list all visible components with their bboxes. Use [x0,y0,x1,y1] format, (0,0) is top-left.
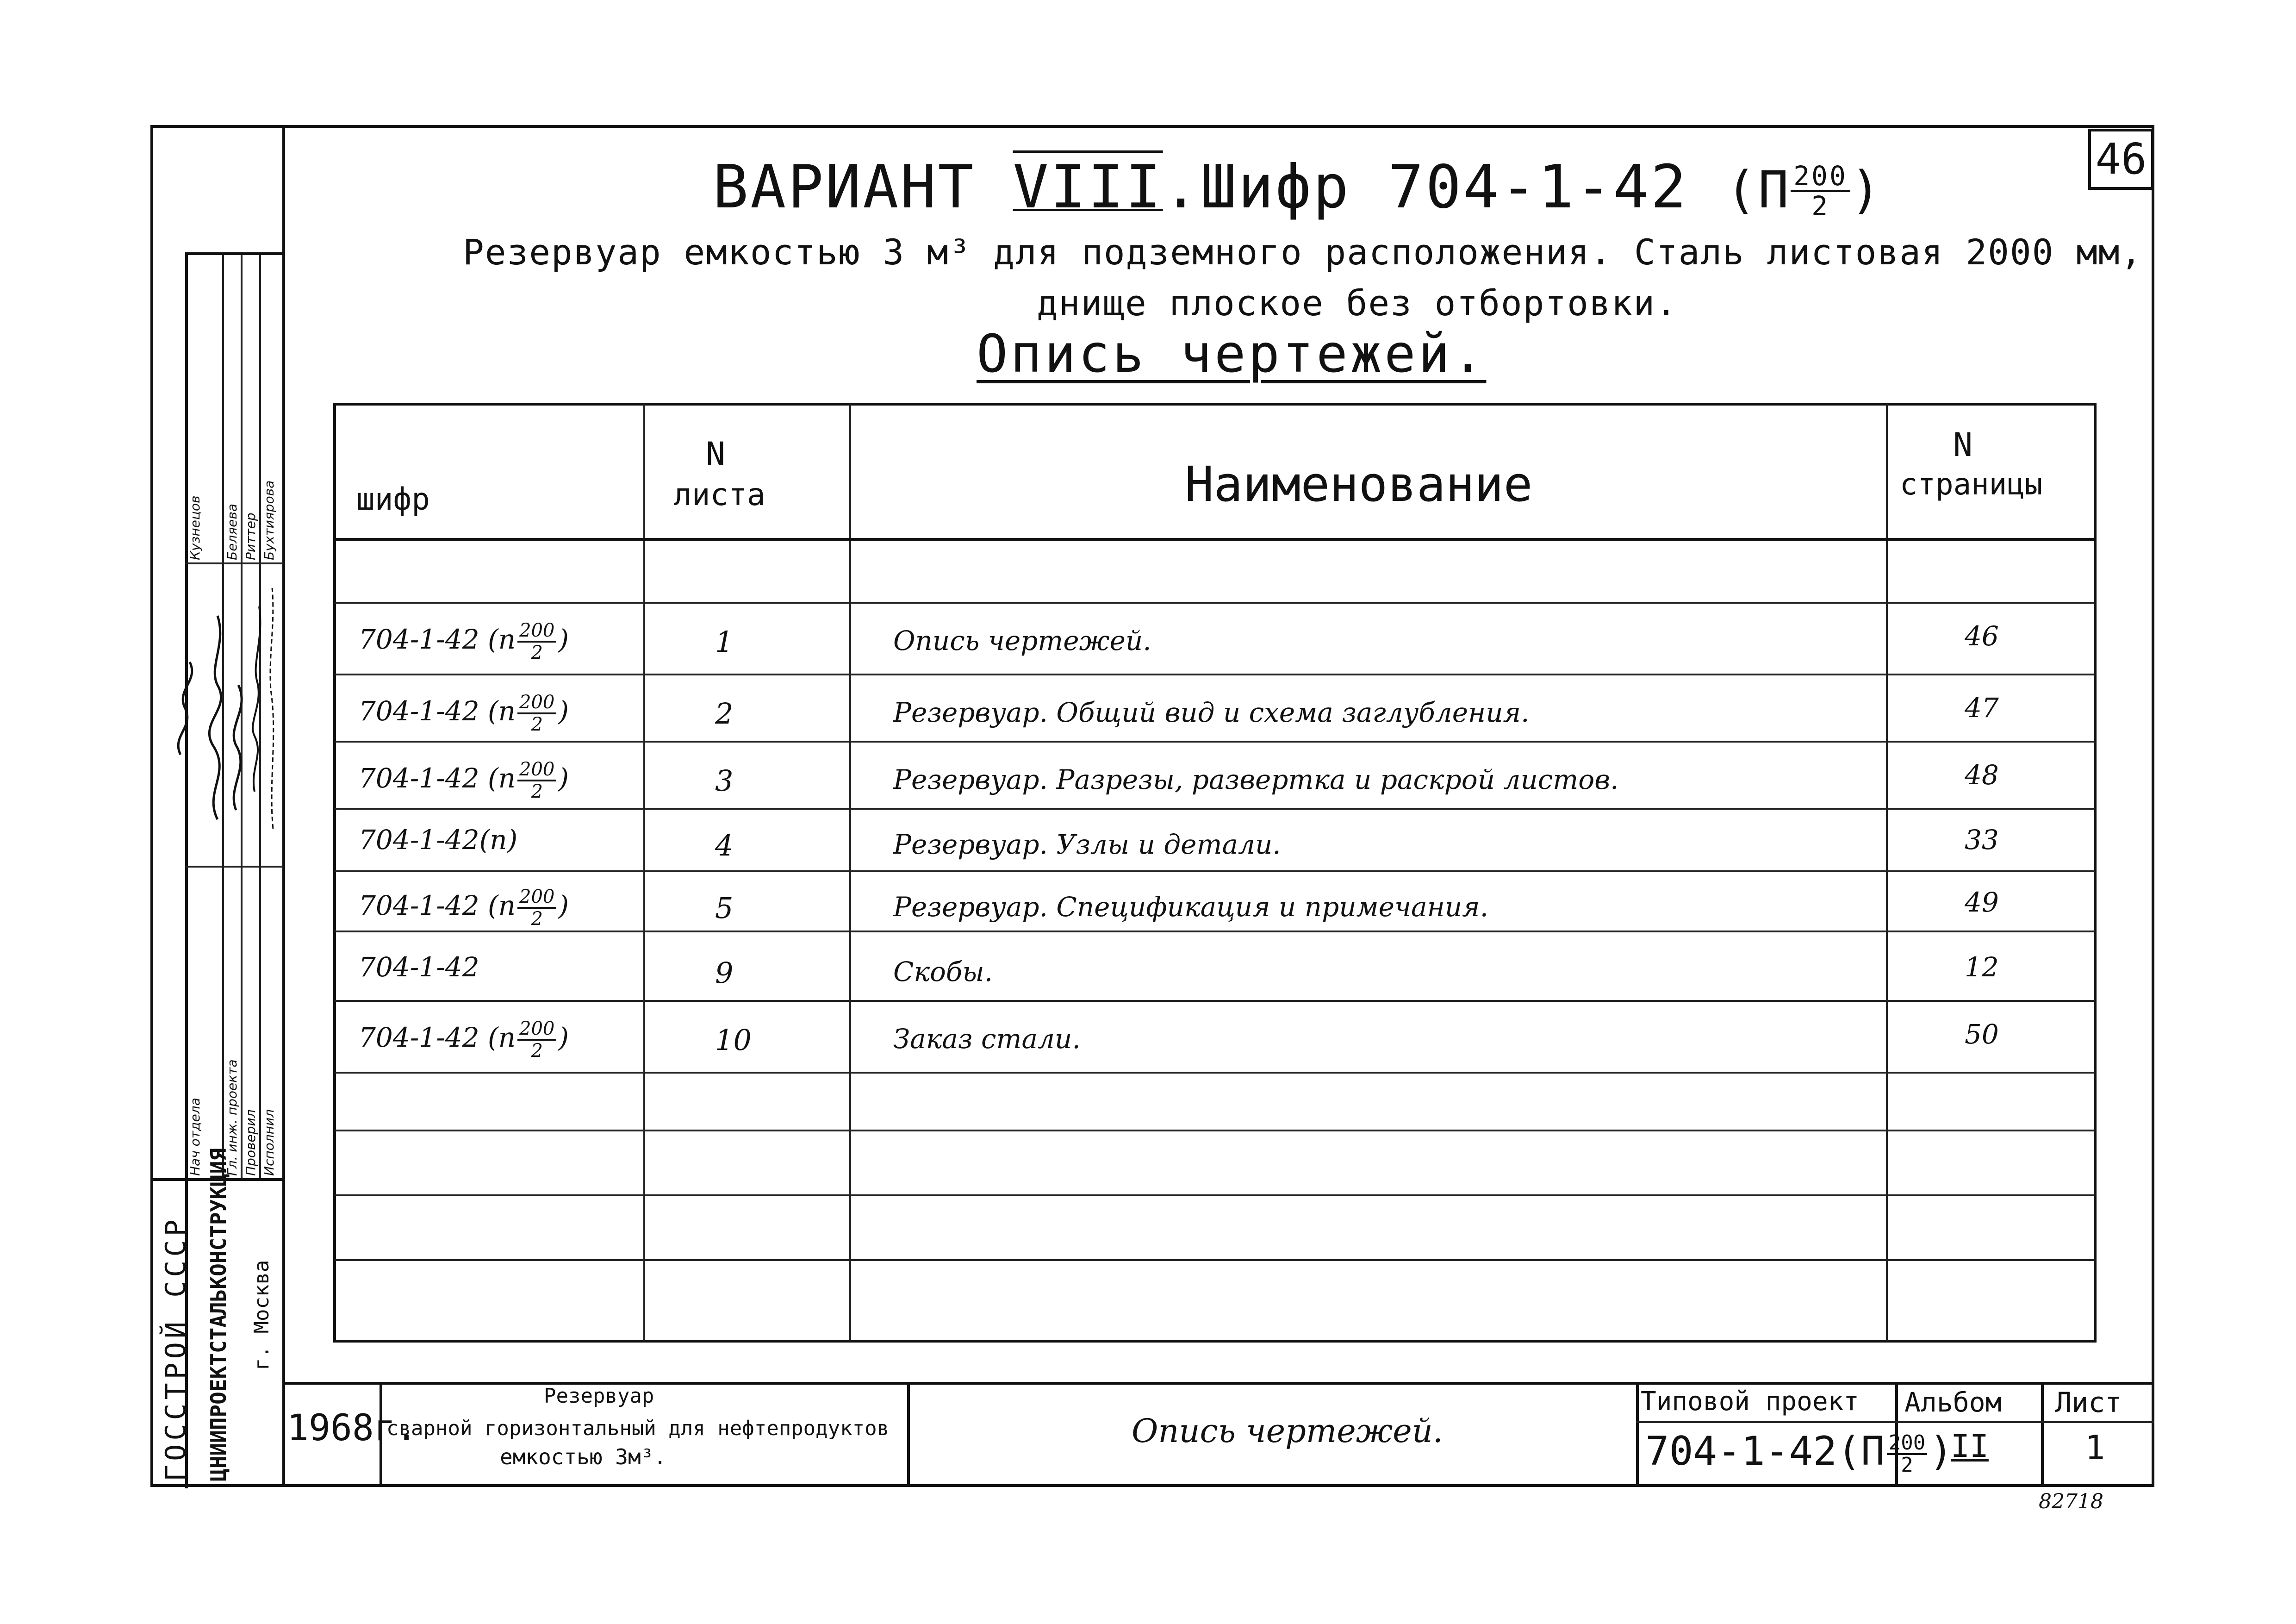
code-fraction [517,887,556,929]
role-checked: Проверил [243,1109,258,1176]
code-fraction [517,620,556,663]
stamp-inner-line [185,866,284,868]
code-fraction [517,692,556,735]
frac-num: 200 [517,692,556,714]
row-line [335,1259,2095,1261]
table-cell-name: Резервуар. Узлы и детали. [893,829,1281,860]
table-cell-page: 50 [1965,1018,1999,1050]
col-divider-3 [1886,404,1888,1341]
table-cell-sheet: 4 [715,829,734,862]
role-head: Нач отдела [187,1098,203,1176]
table-cell-code: 704-1-42 (п $\frac{200}{2}$ ) [359,1018,569,1062]
sheet-label: Лист [2055,1387,2122,1419]
header-code: шифр [356,481,430,517]
frac-num: 200 [517,759,556,781]
row-line [335,741,2095,743]
row-line [335,1130,2095,1131]
subtitle-line-2: днище плоское без отбортовки. [1037,282,1678,324]
archive-number: 82718 [2039,1490,2103,1513]
row-line [335,870,2095,872]
header-sheet: листа [673,477,765,512]
org-city: г. Москва [250,1260,274,1370]
header-sheet-symbol: N [706,435,726,473]
org-institute: ЦНИИПРОЕКТСТАЛЬКОНСТРУКЦИЯ [206,1148,231,1481]
frac-num: 200 [517,887,556,909]
object-line-3: емкостью 3м³. [500,1444,667,1469]
project-code-text: 704-1-42 [1645,1428,1837,1474]
table-cell-sheet: 10 [715,1023,752,1057]
org-gosstroy: ГОССТРОЙ СССР [160,1216,192,1481]
table-cell-sheet: 2 [715,697,734,731]
table-cell-code: 704-1-42 (п $\frac{200}{2}$ ) [359,620,569,663]
tb-divider [2041,1382,2044,1487]
table-cell-name: Резервуар. Разрезы, развертка и раскрой листов. [893,764,1619,795]
code-text: 704-1-42 [359,762,479,794]
tb-divider [1636,1421,2154,1423]
name-chief-engineer: Беляева [224,503,240,560]
code-text: 704-1-42 [359,951,479,983]
title-fraction [1791,162,1850,220]
table-cell-page: 33 [1965,824,1999,856]
row-line [335,602,2095,604]
role-executed: Исполнил [261,1109,277,1176]
frac-den: 2 [531,642,543,663]
project-label: Типовой проект [1641,1387,1860,1417]
code-text: 704-1-42 [359,624,479,656]
table-cell-page: 48 [1965,759,1999,791]
frac-den: 2 [531,714,543,735]
frac-den: 2 [531,908,543,930]
table-cell-name: Опись чертежей. [893,625,1151,656]
signatures [153,569,282,861]
album-label: Альбом [1904,1387,2002,1418]
sheet-number-badge: 46 [2088,129,2154,190]
role-chief-engineer: Гл. инж. проекта [224,1059,240,1176]
frac-num: 200 [517,1018,556,1041]
table-cell-page: 12 [1965,951,1999,983]
stamp-inner-line [185,562,284,564]
title-frac-den: 2 [1811,190,1829,222]
table-cell-code [359,951,479,983]
code-fraction [517,1018,556,1061]
name-head: Кузнецов [187,495,203,560]
table-cell-code: 704-1-42 (п $\frac{200}{2}$ ) [359,692,569,735]
title-variant: VIII [1013,153,1163,222]
table-cell-name: Заказ стали. [893,1023,1081,1055]
title-code: Шифр 704-1-42 [1200,153,1688,222]
header-divider [335,538,2095,541]
subtitle-line-1: Резервуар емкостью 3 м³ для подземного расположения. Сталь листовая 2000 мм, [463,231,2143,273]
table-cell-code: 704-1-42 (п $\frac{200}{2}$ ) [359,759,569,802]
row-line [335,1000,2095,1002]
table-cell-name: Резервуар. Спецификация и примечания. [893,891,1489,923]
code-text: 704-1-42 [359,1022,479,1054]
col-divider-2 [849,404,851,1341]
album-value: II [1951,1428,1989,1465]
project-code: 704-1-42(П $\frac{200}{2}$ ) [1645,1428,1954,1477]
sheet-title: Опись чертежей. [1132,1412,1444,1450]
row-line [335,931,2095,932]
header-page: страницы [1900,468,2043,502]
row-line [335,674,2095,675]
row-line [335,1194,2095,1196]
table-cell-sheet: 1 [715,625,734,659]
code-text: 704-1-42 [359,890,479,922]
code-text: 704-1-42(п) [359,824,518,856]
frac-den: 2 [531,1040,543,1062]
header-page-symbol: N [1953,426,1973,464]
stamp-inner-line [185,252,284,255]
stamp-divider [282,125,285,1487]
table-cell-sheet: 3 [715,764,734,798]
code-fraction [517,759,556,802]
col-divider-1 [643,404,645,1341]
tb-divider [907,1382,910,1487]
sheet-value: 1 [2085,1428,2105,1467]
table-cell-page: 46 [1965,620,1999,652]
object-line-1: Резервуар [544,1384,654,1408]
table-cell-name: Скобы. [893,956,993,987]
table-cell-code [359,824,517,856]
name-checked: Риттер [243,512,258,560]
object-line-2: сварной горизонтальный для нефтепродуктов [386,1417,890,1440]
year: 1968г. [287,1407,417,1449]
code-text: 704-1-42 [359,695,479,727]
header-name: Наименование [1185,456,1533,512]
table-cell-page: 47 [1965,692,1999,724]
page-title: ВАРИАНТ VIII.Шифр 704-1-42 (П $\frac{200}{2}$ ) [713,153,1883,222]
project-frac-den: 2 [1901,1453,1913,1477]
title-frac-num: 200 [1791,162,1850,192]
table-cell-name: Резервуар. Общий вид и схема заглубления. [893,697,1530,728]
tb-divider [1636,1382,1639,1487]
frac-num: 200 [517,620,556,643]
drawings-table [333,403,2097,1343]
table-cell-page: 49 [1965,887,1999,918]
section-heading: Опись чертежей. [977,324,1487,384]
project-frac [1887,1430,1927,1477]
table-cell-code: 704-1-42 (п $\frac{200}{2}$ ) [359,886,569,930]
project-frac-num: 200 [1887,1433,1927,1455]
table-cell-sheet: 5 [715,891,734,925]
row-line [335,1072,2095,1074]
frac-den: 2 [531,781,543,802]
table-cell-sheet: 9 [715,956,734,990]
name-executed: Бухтиярова [261,480,277,560]
row-line [335,808,2095,810]
title-prefix: ВАРИАНТ [713,153,976,222]
